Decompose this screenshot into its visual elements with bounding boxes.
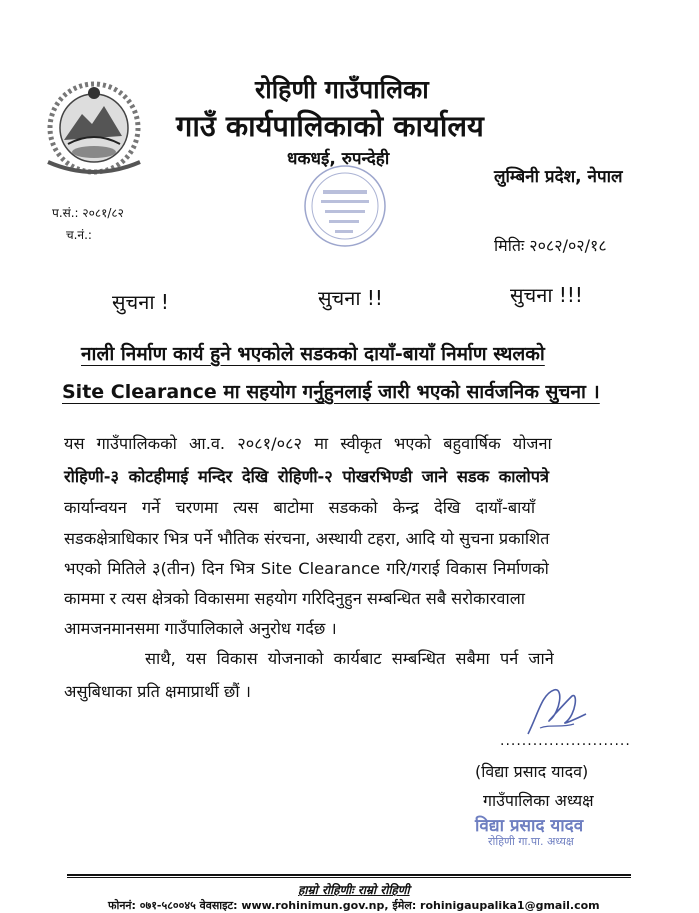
body-line: यस गाउँपालिकको आ.व. २०८१/०८२ मा स्वीकृत भएको बहुवार्षिक योजना bbox=[64, 434, 552, 453]
reference-number: प.सं.: २०८१/८२ bbox=[52, 206, 124, 220]
footer-divider bbox=[67, 874, 631, 876]
body-line: असुबिधाका प्रति क्षमाप्रार्थी छौं । bbox=[64, 682, 251, 701]
body-line: रोहिणी-३ कोटहीमाई मन्दिर देखि रोहिणी-२ पोखरभिण्डी जाने सडक कालोपत्रे bbox=[64, 467, 549, 486]
notice-date: मितिः २०८२/०२/१८ bbox=[494, 236, 607, 255]
footer-contact: फोननं: ०७१-५८००४५ वेवसाइट: www.rohinimun.gov.np, ईमेल: rohinigaupalika1@gmail.com bbox=[108, 899, 600, 912]
notice-heading-2: सुचना !! bbox=[318, 286, 383, 310]
body-line: आमजनमानसमा गाउँपालिकाले अनुरोध गर्दछ । bbox=[64, 619, 337, 638]
footer-slogan: हाम्रो रोहिणीः राम्रो रोहिणी bbox=[298, 883, 410, 897]
signatory-stamp-name: विद्या प्रसाद यादव bbox=[475, 816, 584, 836]
dispatch-number: च.नं.: bbox=[66, 228, 92, 242]
signatory-stamp-title: रोहिणी गा.पा. अध्यक्ष bbox=[488, 835, 574, 848]
subject-line-2: Site Clearance मा सहयोग गर्नुहुनलाई जारी भएको सार्वजनिक सुचना । bbox=[62, 381, 600, 403]
signature-image bbox=[520, 684, 590, 740]
province-name: लुम्बिनी प्रदेश, नेपाल bbox=[494, 167, 623, 187]
body-line: साथै, यस विकास योजनाको कार्यबाट सम्बन्धित सबैमा पर्न जाने bbox=[145, 649, 554, 668]
office-name: गाउँ कार्यपालिकाको कार्यालय bbox=[176, 109, 484, 143]
subject-line-1: नाली निर्माण कार्य हुने भएकोले सडकको दायाँ-बायाँ निर्माण स्थलको bbox=[81, 343, 545, 365]
signatory-title: गाउँपालिका अध्यक्ष bbox=[483, 791, 594, 810]
footer-divider-thin bbox=[67, 877, 631, 878]
government-emblem-logo bbox=[38, 78, 150, 178]
body-line: भएको मितिले ३(तीन) दिन भित्र Site Clearance गरि/गराई विकास निर्माणको bbox=[64, 559, 549, 578]
body-line: कार्यान्वयन गर्ने चरणमा त्यस बाटोमा सडकको केन्द्र देखि दायाँ-बायाँ bbox=[64, 498, 536, 517]
body-line: काममा र त्यस क्षेत्रको विकासमा सहयोग गरिदिनुहुन सम्बन्धित सबै सरोकारवाला bbox=[64, 589, 525, 608]
municipality-name: रोहिणी गाउँपालिका bbox=[255, 75, 429, 104]
signatory-name: (विद्या प्रसाद यादव) bbox=[475, 762, 589, 781]
office-round-stamp bbox=[293, 160, 395, 252]
notice-heading-3: सुचना !!! bbox=[510, 283, 583, 307]
body-line: सडकक्षेत्राधिकार भित्र पर्ने भौतिक संरचना, अस्थायी टहरा, आदि यो सुचना प्रकाशित bbox=[64, 529, 550, 548]
office-address: धकधई, रुपन्देही bbox=[287, 149, 390, 169]
notice-heading-1: सुचना ! bbox=[112, 290, 169, 314]
signature-dots: ........................ bbox=[500, 733, 631, 749]
